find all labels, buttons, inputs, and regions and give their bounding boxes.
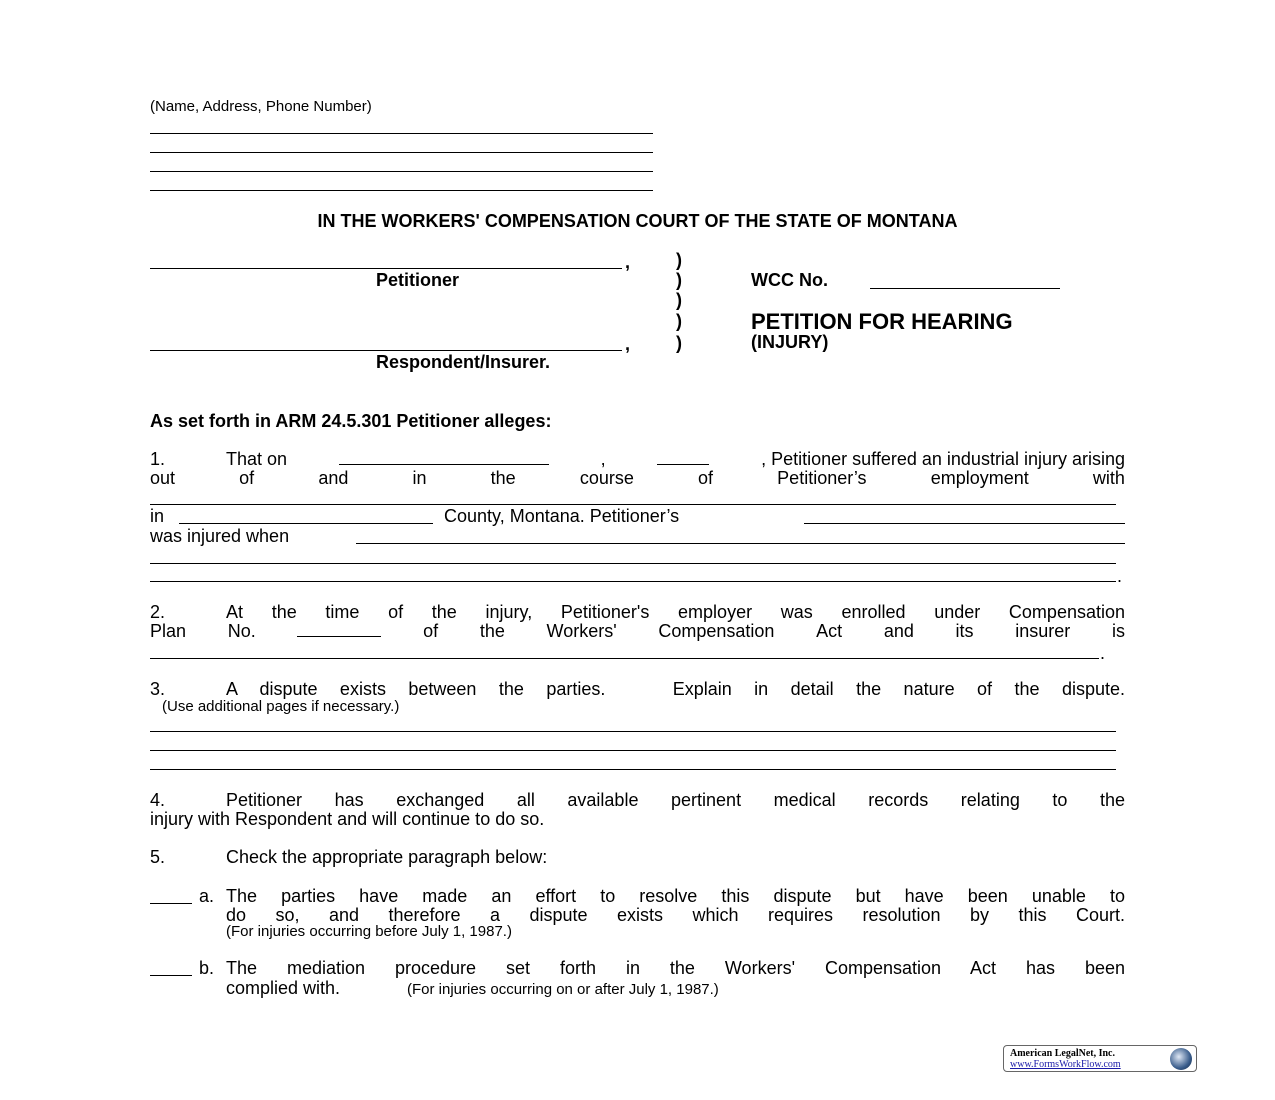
- injury-description-line-3[interactable]: [150, 581, 1116, 582]
- respondent-label: Respondent/Insurer.: [376, 352, 551, 372]
- caption-paren: ): [676, 311, 682, 331]
- contact-label: (Name, Address, Phone Number): [150, 98, 372, 115]
- caption-paren: ): [676, 290, 682, 310]
- option-b-note: (For injuries occurring on or after July 1, 1987.): [407, 981, 719, 998]
- logo-url[interactable]: www.FormsWorkFlow.com: [1010, 1059, 1121, 1070]
- word: employment: [930, 468, 1029, 488]
- word: its: [955, 621, 974, 641]
- p1-county-text: County, Montana. Petitioner’s: [444, 506, 680, 526]
- wcc-number-line[interactable]: [870, 288, 1060, 289]
- caption-paren: ): [676, 270, 682, 290]
- logo-company: American LegalNet, Inc.: [1010, 1048, 1115, 1059]
- dispute-line-1[interactable]: [150, 731, 1116, 732]
- employer-line[interactable]: [150, 504, 1116, 505]
- word: course: [579, 468, 634, 488]
- caption-paren: ): [676, 250, 682, 270]
- american-legalnet-logo[interactable]: [1003, 1045, 1197, 1072]
- p1-text: , Petitioner suffered an industrial injury arising: [761, 449, 1125, 469]
- p1-text: That on: [226, 449, 288, 469]
- contact-line-3[interactable]: [150, 171, 653, 172]
- contact-line-2[interactable]: [150, 152, 653, 153]
- option-a-label: a.: [199, 886, 215, 906]
- insurer-line[interactable]: [150, 658, 1099, 659]
- county-blank[interactable]: [179, 523, 433, 524]
- document-subtitle: (INJURY): [751, 332, 829, 352]
- p2-line-2: [150, 621, 1125, 641]
- option-a-note: (For injuries occurring before July 1, 1987.): [226, 923, 512, 940]
- p1-number: 1.: [150, 449, 166, 469]
- p2-line-1: At the time of the injury, Petitioner's employer was enrolled under Compensation: [226, 602, 1125, 622]
- word: of: [698, 468, 714, 488]
- option-b-label: b.: [199, 958, 215, 978]
- date-blank[interactable]: [339, 449, 549, 465]
- comma: ,: [625, 252, 631, 272]
- word: Plan: [150, 621, 187, 641]
- year-blank[interactable]: [657, 449, 709, 465]
- word: Workers': [546, 621, 617, 641]
- injury-description-line-1[interactable]: [356, 543, 1125, 544]
- word: Act: [816, 621, 843, 641]
- p4-line-2: injury with Respondent and will continue to do so.: [150, 809, 545, 829]
- globe-icon: [1170, 1048, 1192, 1070]
- option-b-check-blank[interactable]: [150, 975, 192, 976]
- contact-line-4[interactable]: [150, 190, 653, 191]
- p5-line-1: Check the appropriate paragraph below:: [226, 847, 548, 867]
- p1-line-1: [226, 449, 1125, 469]
- word: insurer: [1015, 621, 1071, 641]
- period: .: [1100, 643, 1106, 663]
- respondent-name-line[interactable]: [150, 350, 622, 351]
- period: .: [1117, 566, 1123, 586]
- plan-number-blank[interactable]: [297, 621, 381, 637]
- p1-line-2: [150, 468, 1125, 488]
- word: and: [883, 621, 914, 641]
- word: is: [1111, 621, 1125, 641]
- intro-heading: As set forth in ARM 24.5.301 Petitioner alleges:: [150, 411, 552, 431]
- p1-text: ,: [600, 449, 606, 469]
- option-a-check-blank[interactable]: [150, 903, 192, 904]
- option-b-line-2: complied with.: [226, 978, 341, 998]
- option-b-line-1: The mediation procedure set forth in the Workers' Compensation Act has been: [226, 958, 1125, 978]
- injury-description-line-2[interactable]: [150, 563, 1116, 564]
- wcc-label: WCC No.: [751, 270, 828, 290]
- p2-number: 2.: [150, 602, 166, 622]
- word: in: [412, 468, 427, 488]
- option-a-line-2: do so, and therefore a dispute exists which requires resolution by this Court.: [226, 905, 1125, 925]
- word: No.: [227, 621, 256, 641]
- relation-blank[interactable]: [804, 523, 1125, 524]
- word: with: [1092, 468, 1125, 488]
- word: of: [423, 621, 439, 641]
- court-title: IN THE WORKERS' COMPENSATION COURT OF THE STATE OF MONTANA: [317, 211, 958, 231]
- p4-number: 4.: [150, 790, 166, 810]
- p1-injured-when: was injured when: [150, 526, 290, 546]
- option-a-line-1: The parties have made an effort to resolve this dispute but have been unable to: [226, 886, 1125, 906]
- word: out: [150, 468, 176, 488]
- contact-line-1[interactable]: [150, 133, 653, 134]
- petitioner-name-line[interactable]: [150, 268, 622, 269]
- word: the: [479, 621, 505, 641]
- p5-number: 5.: [150, 847, 166, 867]
- caption-paren: ): [676, 333, 682, 353]
- comma: ,: [625, 334, 631, 354]
- document-title: PETITION FOR HEARING: [751, 309, 1013, 334]
- p1-in: in: [150, 506, 165, 526]
- p3-line-1: A dispute exists between the parties. Explain in detail the nature of the dispute.: [226, 679, 1125, 699]
- petitioner-label: Petitioner: [376, 270, 460, 290]
- word: the: [490, 468, 516, 488]
- word: Petitioner’s: [777, 468, 867, 488]
- word: and: [318, 468, 349, 488]
- p4-line-1: Petitioner has exchanged all available pertinent medical records relating to the: [226, 790, 1125, 810]
- dispute-line-3[interactable]: [150, 769, 1116, 770]
- word: of: [239, 468, 255, 488]
- word: Compensation: [658, 621, 775, 641]
- dispute-line-2[interactable]: [150, 750, 1116, 751]
- p3-note: (Use additional pages if necessary.): [162, 698, 400, 715]
- p3-number: 3.: [150, 679, 166, 699]
